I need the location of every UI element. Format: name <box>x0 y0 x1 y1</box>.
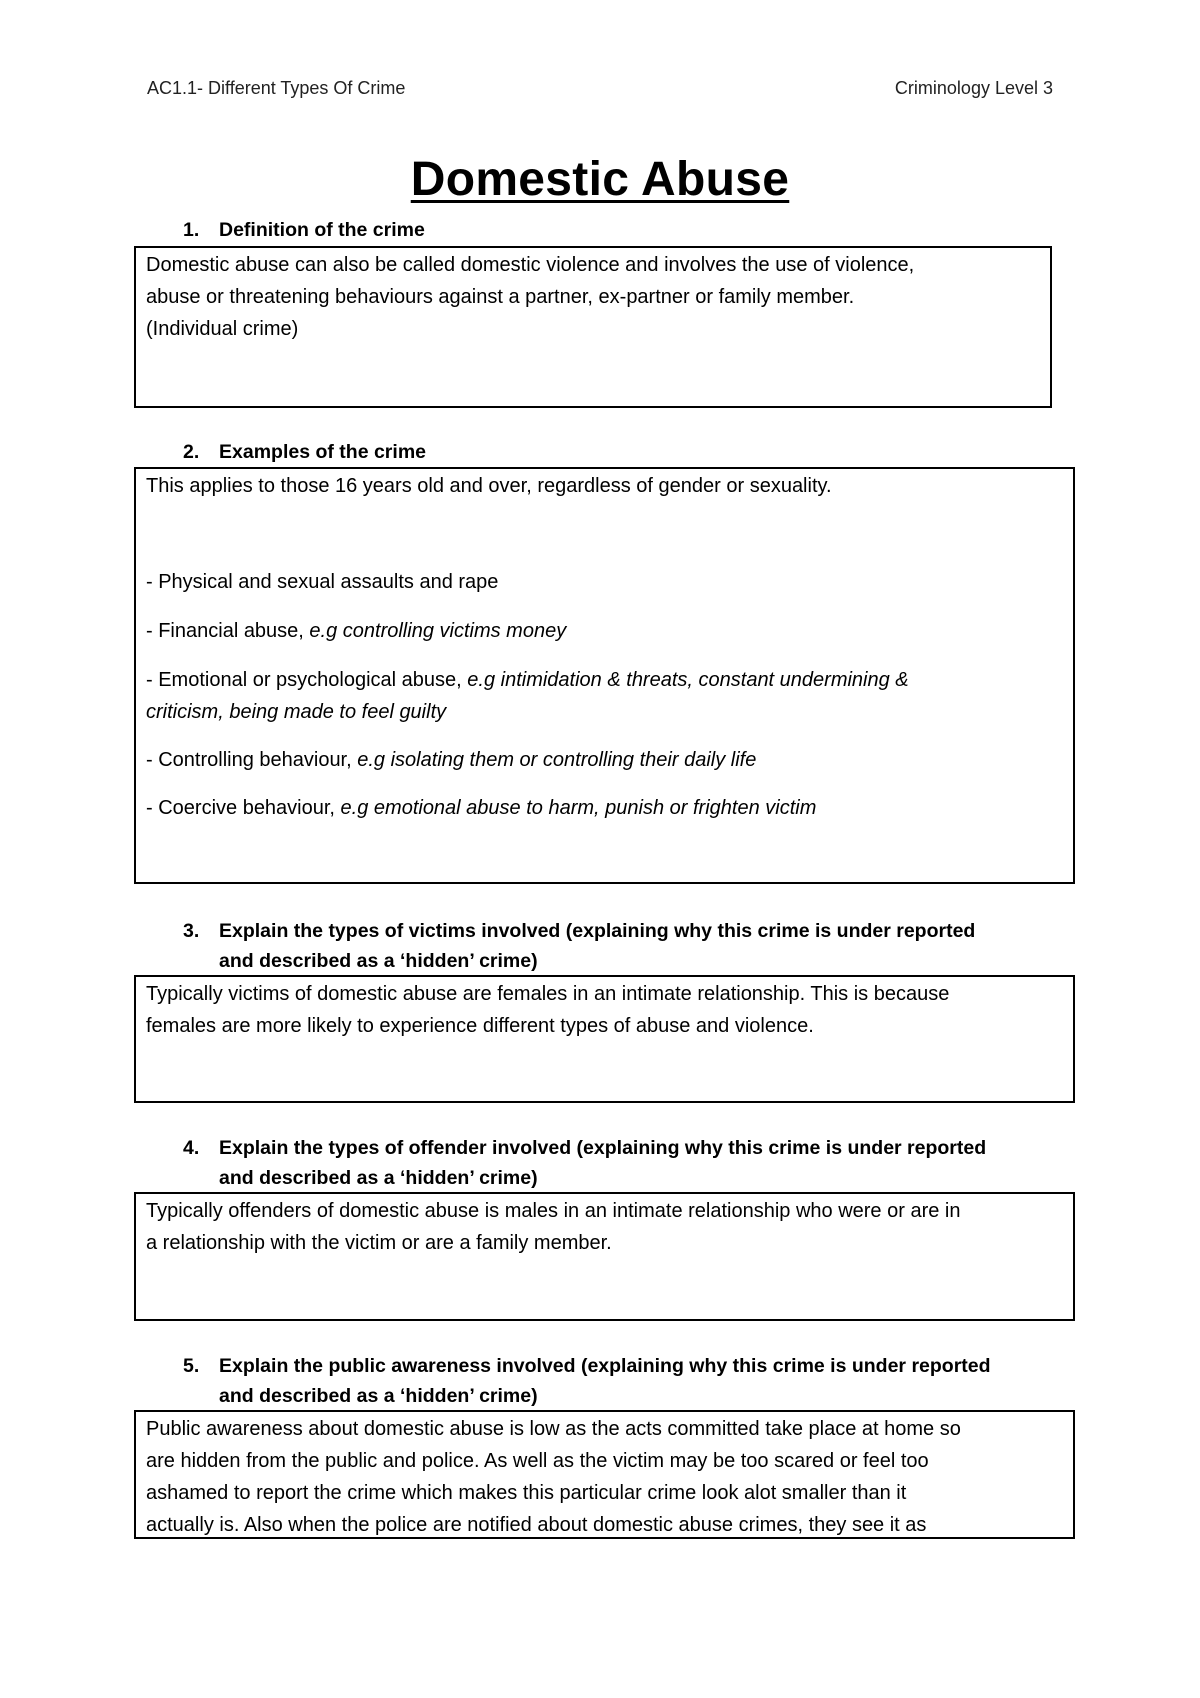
answer-line: a relationship with the victim or are a family member. <box>146 1232 612 1254</box>
answer-box-2 <box>134 467 1075 884</box>
question-number: 5. <box>183 1355 200 1377</box>
example-item: - Physical and sexual assaults and rape <box>146 571 499 593</box>
answer-line: females are more likely to experience different types of abuse and violence. <box>146 1015 814 1037</box>
question-3 <box>183 916 1119 976</box>
question-number: 3. <box>183 920 200 942</box>
answer-box-1 <box>134 246 1052 408</box>
answer-line: abuse or threatening behaviours against a partner, ex-partner or family member. <box>146 286 855 308</box>
answer-line: ashamed to report the crime which makes this particular crime look alot smaller than it <box>146 1482 907 1504</box>
answer-line: Public awareness about domestic abuse is low as the acts committed take place at home so <box>146 1418 961 1440</box>
answer-line: Domestic abuse can also be called domestic violence and involves the use of violence, <box>146 254 915 276</box>
question-1 <box>183 215 1119 245</box>
answer-box-5 <box>134 1410 1075 1539</box>
question-text: Explain the public awareness involved (explaining why this crime is under reported and described as a ‘hidden’ crime) <box>219 1355 991 1407</box>
question-number: 4. <box>183 1137 200 1159</box>
example-item: - Coercive behaviour, e.g emotional abuse to harm, punish or frighten victim <box>146 797 817 819</box>
header-right: Criminology Level 3 <box>894 78 1053 98</box>
question-text: Explain the types of victims involved (explaining why this crime is under reported and described as a ‘hidden’ crime) <box>219 920 976 972</box>
answer-box-3 <box>134 975 1075 1103</box>
answer-intro: This applies to those 16 years old and over, regardless of gender or sexuality. <box>146 475 832 497</box>
answer-box-4 <box>134 1192 1075 1321</box>
question-number: 1. <box>183 219 200 241</box>
question-text: Explain the types of offender involved (explaining why this crime is under reported and described as a ‘hidden’ crime) <box>219 1137 987 1189</box>
answer-line: Typically offenders of domestic abuse is males in an intimate relationship who were or are in <box>146 1200 961 1222</box>
question-5 <box>183 1351 1119 1411</box>
question-2 <box>183 437 1119 467</box>
question-text: Examples of the crime <box>219 441 426 463</box>
header-left: AC1.1- Different Types Of Crime <box>147 78 406 98</box>
question-text: Definition of the crime <box>219 219 425 241</box>
answer-line: Typically victims of domestic abuse are females in an intimate relationship. This is because <box>146 983 950 1005</box>
example-item: - Controlling behaviour, e.g isolating them or controlling their daily life <box>146 749 757 771</box>
question-4 <box>183 1133 1119 1193</box>
example-item: - Financial abuse, e.g controlling victims money <box>146 620 567 642</box>
example-item: - Emotional or psychological abuse, e.g intimidation & threats, constant undermining & criticism, being made to feel guilty <box>146 669 909 723</box>
page-title: Domestic Abuse <box>410 153 790 206</box>
question-number: 2. <box>183 441 200 463</box>
answer-line: actually is. Also when the police are notified about domestic abuse crimes, they see it as <box>146 1514 927 1536</box>
answer-line: are hidden from the public and police. As well as the victim may be too scared or feel too <box>146 1450 929 1472</box>
answer-line: (Individual crime) <box>146 318 299 340</box>
